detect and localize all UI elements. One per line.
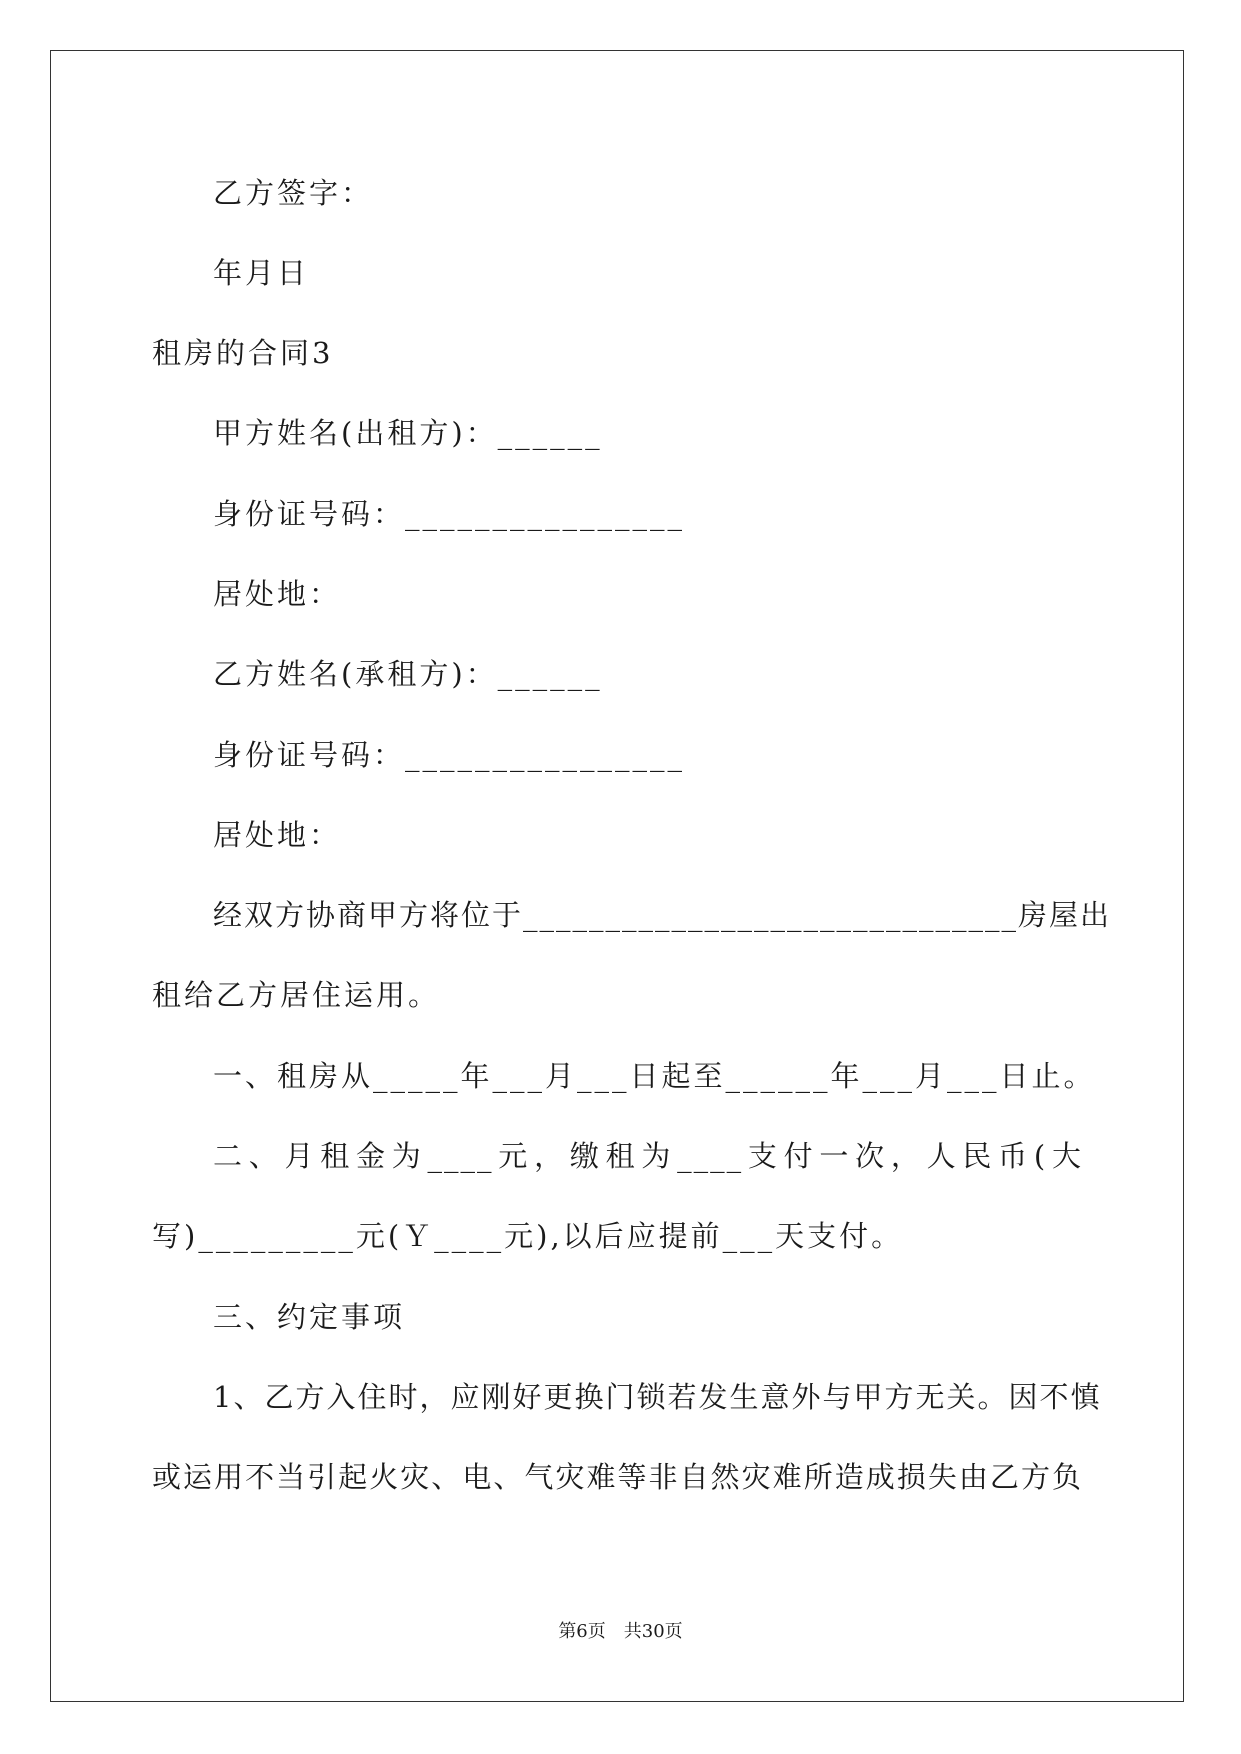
text-line-item-1-cont: 或运用不当引起火灾、电、气灾难等非自然灾难所造成损失由乙方负: [152, 1460, 1083, 1494]
text-line-jiafang-id: 身份证号码：________________: [213, 497, 686, 531]
text-line-item-1: 1、乙方入住时，应刚好更换门锁若发生意外与甲方无关。因不慎: [213, 1380, 1102, 1414]
text-line-agreement-cont: 租给乙方居住运用。: [152, 978, 441, 1012]
page-footer: 第6页 共30页: [558, 1621, 683, 1642]
section-title: 租房的合同3: [152, 336, 334, 370]
text-line-jiafang-address: 居处地：: [213, 577, 342, 611]
text-line-agreement: 经双方协商甲方将位于______________________________房屋出: [213, 898, 1112, 932]
text-line-yifang-address: 居处地：: [213, 818, 342, 852]
page-border: [50, 50, 1184, 1702]
text-line-term: 一、租房从_____年___月___日起至______年___月___日止。: [213, 1059, 1096, 1093]
text-line-yifang-signature: 乙方签字：: [213, 176, 374, 210]
text-line-date: 年月日: [213, 256, 310, 290]
text-line-jiafang-name: 甲方姓名(出租方)：______: [213, 416, 603, 450]
text-line-yifang-name: 乙方姓名(承租方)：______: [213, 657, 603, 691]
text-line-agreed-items: 三、约定事项: [213, 1300, 406, 1334]
text-line-yifang-id: 身份证号码：________________: [213, 738, 686, 772]
text-line-rent-cont: 写)_________元(Ｙ____元),以后应提前___天支付。: [152, 1219, 904, 1253]
text-line-rent: 二、月租金为____元，缴租为____支付一次，人民币(大: [213, 1139, 1083, 1173]
